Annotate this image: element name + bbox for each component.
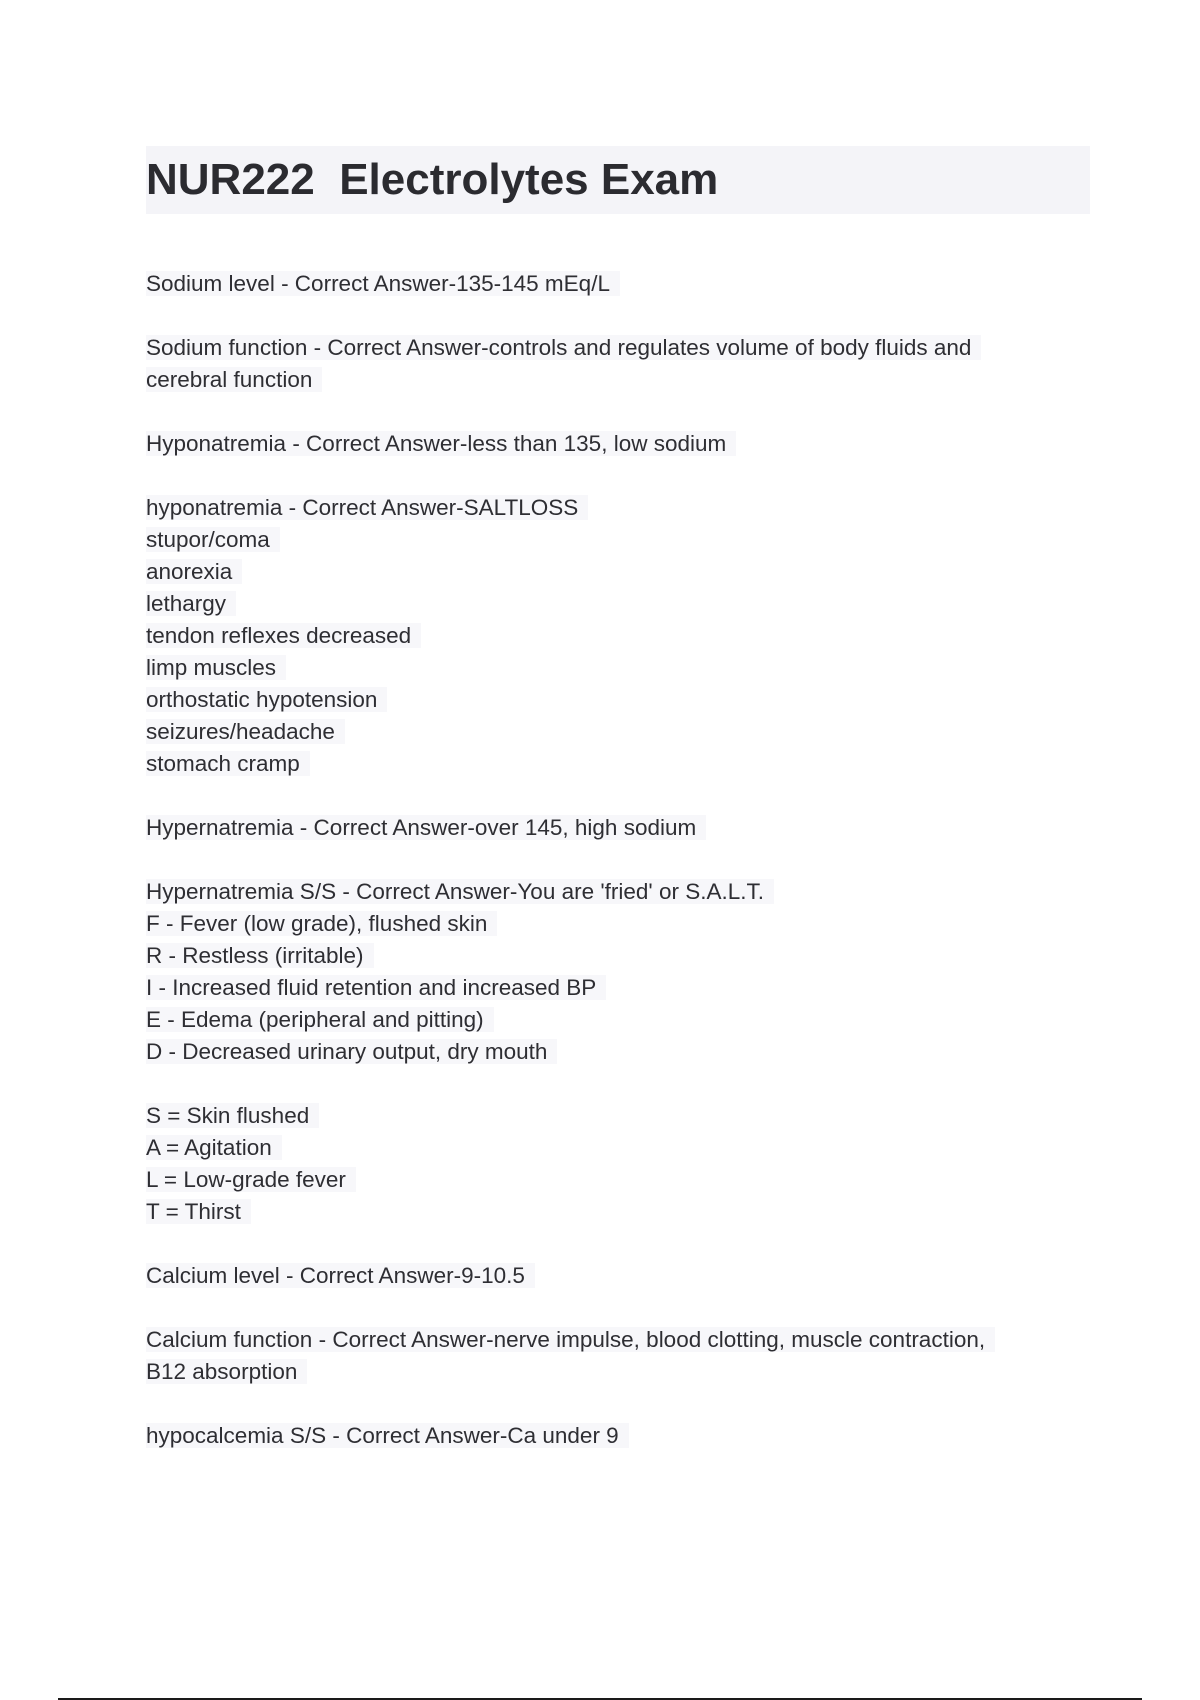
text-line: limp muscles xyxy=(146,652,1090,684)
text-line: Hyponatremia - Correct Answer-less than 135, low sodium xyxy=(146,428,1090,460)
text-line: stomach cramp xyxy=(146,748,1090,780)
text-line: T = Thirst xyxy=(146,1196,1090,1228)
text-line: Sodium function - Correct Answer-controls and regulates volume of body fluids and xyxy=(146,332,1090,364)
text-line: lethargy xyxy=(146,588,1090,620)
text-line: B12 absorption xyxy=(146,1356,1090,1388)
text-line: tendon reflexes decreased xyxy=(146,620,1090,652)
page-title: NUR222 Electrolytes Exam xyxy=(146,155,719,204)
text-line: D - Decreased urinary output, dry mouth xyxy=(146,1036,1090,1068)
text-line: I - Increased fluid retention and increased BP xyxy=(146,972,1090,1004)
text-line: stupor/coma xyxy=(146,524,1090,556)
text-line: S = Skin flushed xyxy=(146,1100,1090,1132)
entry-calcium-level xyxy=(146,1260,1090,1292)
text-line: hypocalcemia S/S - Correct Answer-Ca under 9 xyxy=(146,1420,1090,1452)
entry-salt-mnemonic xyxy=(146,1100,1090,1228)
entry-hypernatremia-symptoms xyxy=(146,876,1090,1068)
entry-sodium-level xyxy=(146,268,1090,300)
text-line: cerebral function xyxy=(146,364,1090,396)
text-line: hyponatremia - Correct Answer-SALTLOSS xyxy=(146,492,1090,524)
text-line: Sodium level - Correct Answer-135-145 mEq/L xyxy=(146,268,1090,300)
entry-hyponatremia-definition xyxy=(146,428,1090,460)
text-line: seizures/headache xyxy=(146,716,1090,748)
text-line: E - Edema (peripheral and pitting) xyxy=(146,1004,1090,1036)
text-line: Hypernatremia - Correct Answer-over 145, high sodium xyxy=(146,812,1090,844)
text-line: L = Low-grade fever xyxy=(146,1164,1090,1196)
entry-sodium-function xyxy=(146,332,1090,396)
entry-hypernatremia-definition xyxy=(146,812,1090,844)
document-body xyxy=(146,268,1090,1484)
text-line: Calcium level - Correct Answer-9-10.5 xyxy=(146,1260,1090,1292)
entry-calcium-function xyxy=(146,1324,1090,1388)
text-line: orthostatic hypotension xyxy=(146,684,1090,716)
text-line: anorexia xyxy=(146,556,1090,588)
text-line: F - Fever (low grade), flushed skin xyxy=(146,908,1090,940)
text-line: Calcium function - Correct Answer-nerve impulse, blood clotting, muscle contraction, xyxy=(146,1324,1090,1356)
text-line: Hypernatremia S/S - Correct Answer-You are 'fried' or S.A.L.T. xyxy=(146,876,1090,908)
text-line: A = Agitation xyxy=(146,1132,1090,1164)
text-line: R - Restless (irritable) xyxy=(146,940,1090,972)
entry-hyponatremia-symptoms xyxy=(146,492,1090,780)
entry-hypocalcemia-symptoms xyxy=(146,1420,1090,1452)
